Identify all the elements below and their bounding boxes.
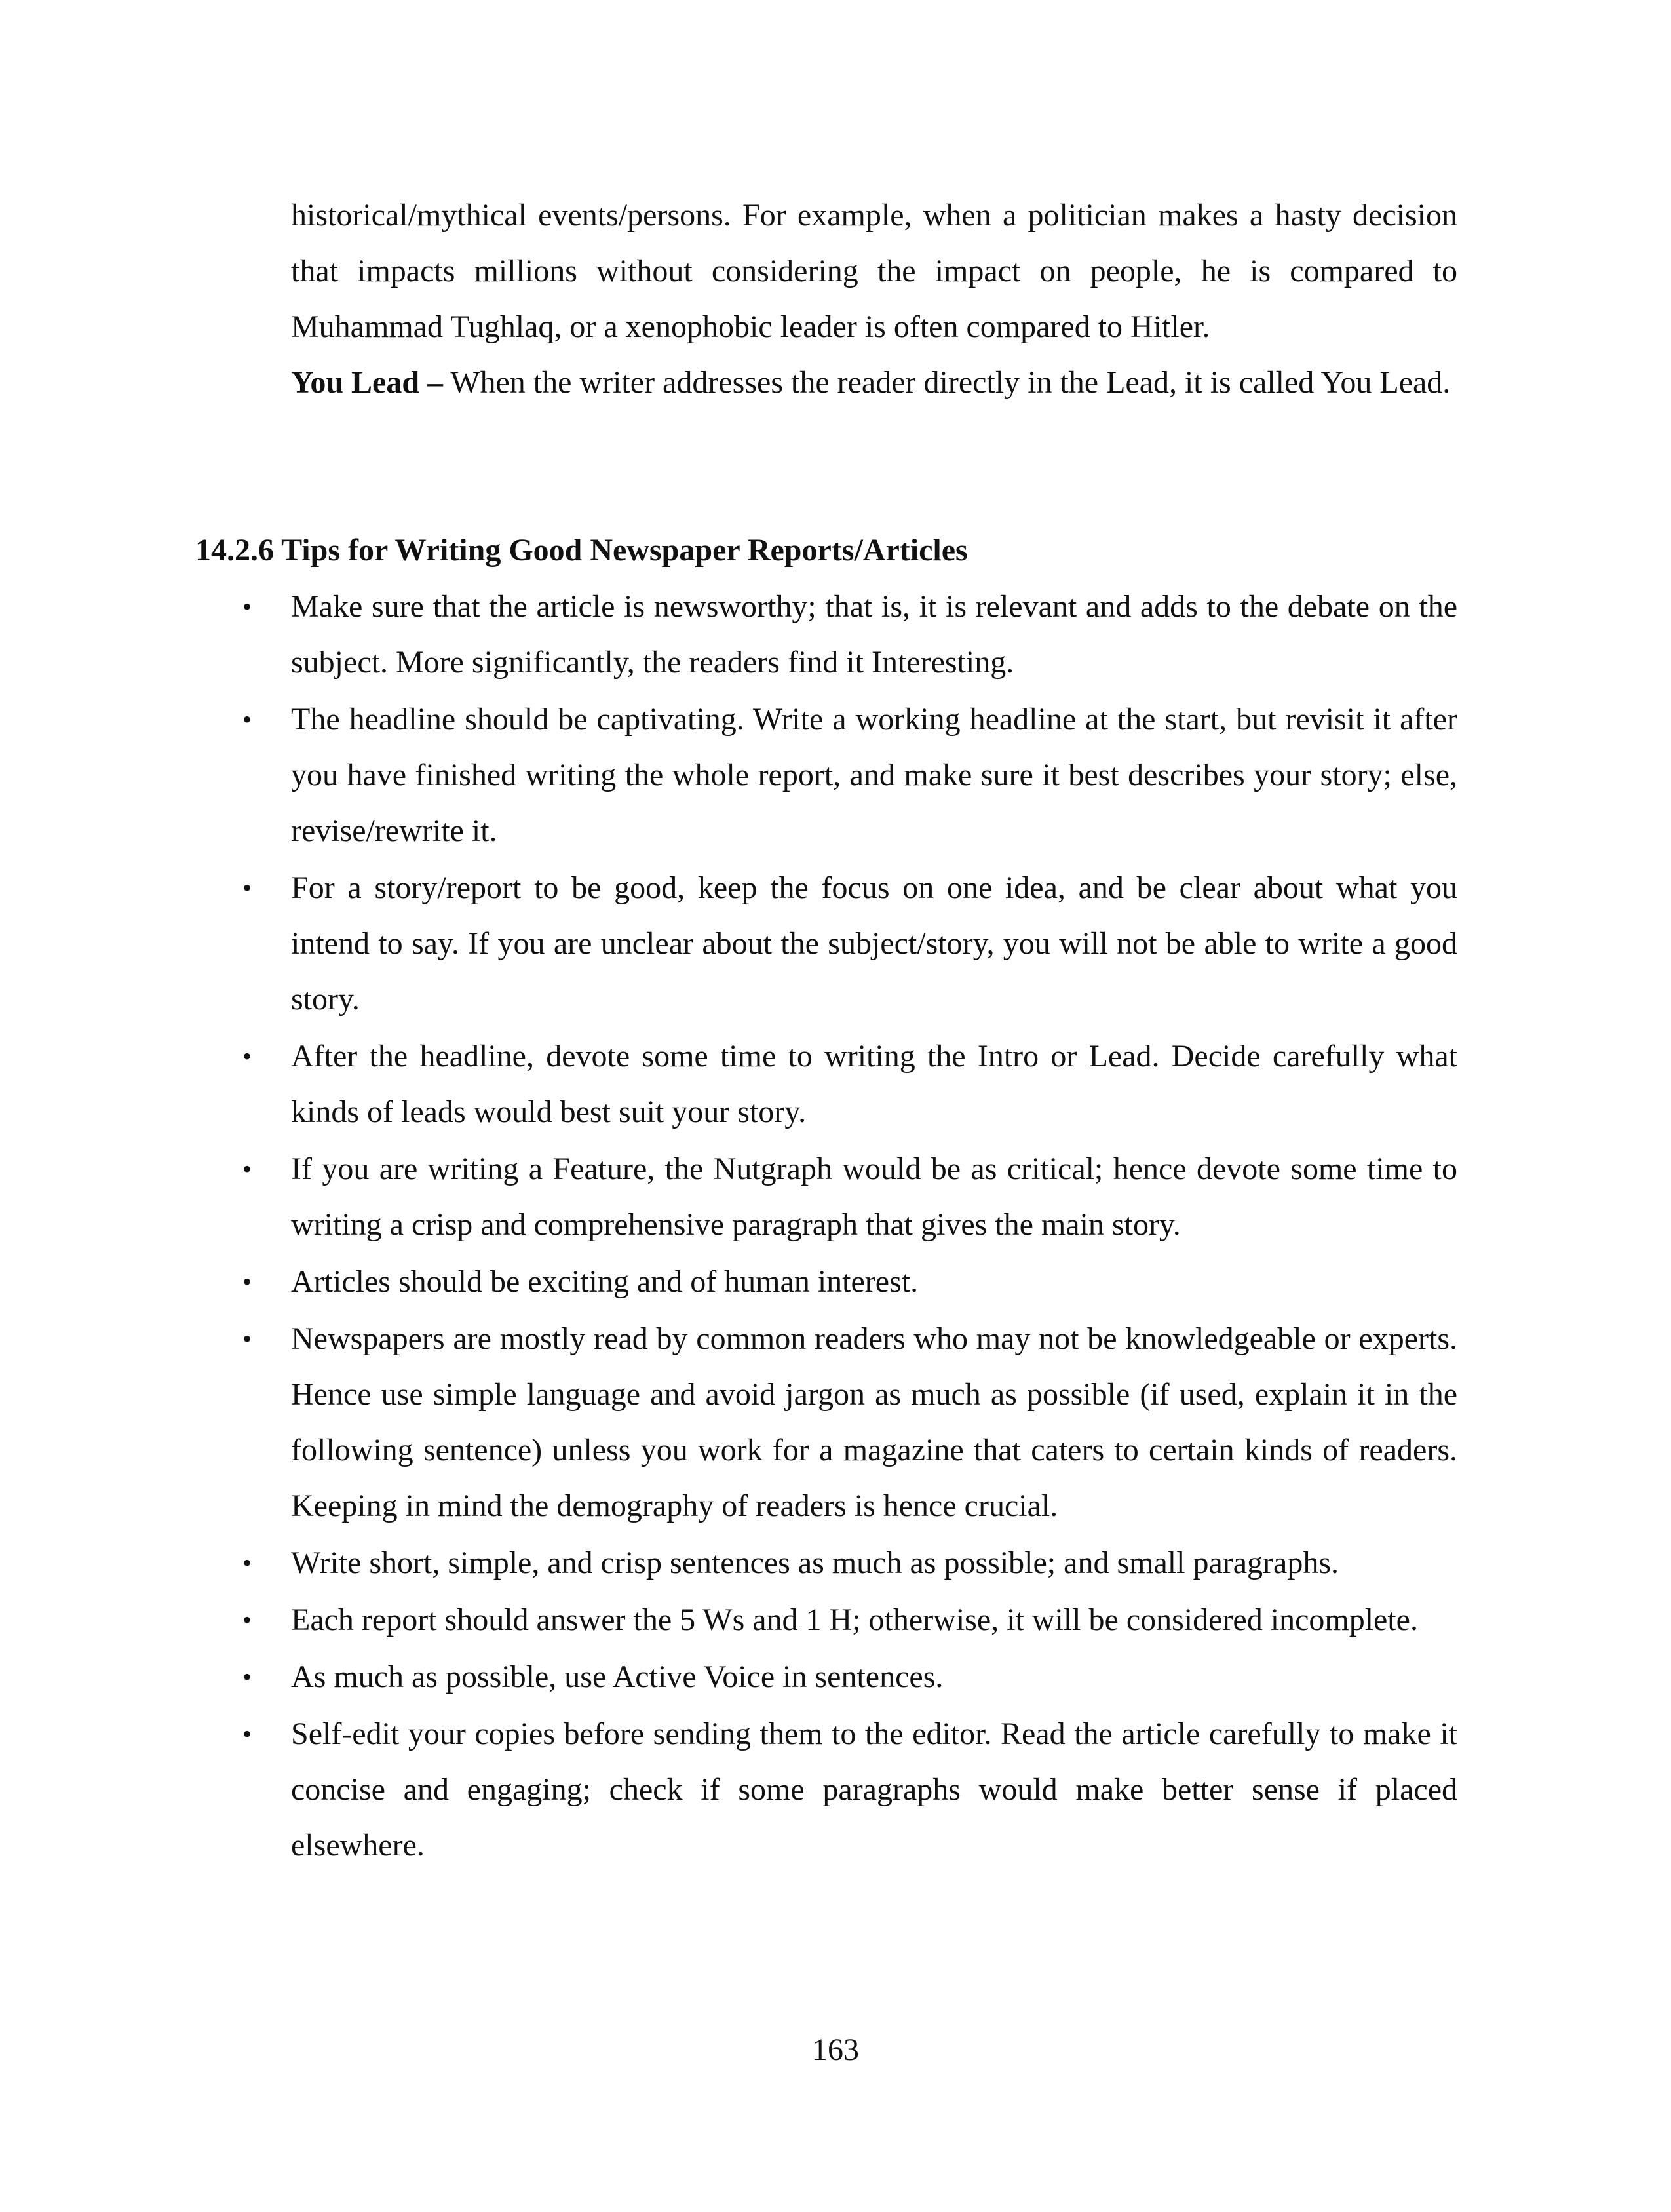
bullet-icon: • bbox=[242, 1041, 252, 1071]
tip-text: Each report should answer the 5 Ws and 1 H; otherwise, it will be considered incomplete. bbox=[291, 1602, 1418, 1637]
bullet-icon: • bbox=[242, 1719, 252, 1749]
list-item bbox=[242, 1592, 1457, 1648]
bullet-icon: • bbox=[242, 1548, 252, 1578]
tip-text: Newspapers are mostly read by common readers who may not be knowledgeable or experts. Hence use simple language and avoid jargon as much as possible (if used, explain it in the following sentence) unless you work for a magazine that caters to certain kinds of readers. Keeping in mind the demography of readers is hence crucial. bbox=[291, 1321, 1457, 1523]
list-item bbox=[242, 1141, 1457, 1252]
you-lead-paragraph bbox=[291, 355, 1457, 410]
intro-paragraph: historical/mythical events/persons. For example, when a politician makes a hasty decision that impacts millions without considering the impact on people, he is compared to Muhammad Tughlaq, or a xenophobic leader is often compared to Hitler. bbox=[291, 198, 1457, 344]
list-item bbox=[242, 1028, 1457, 1140]
tip-text: For a story/report to be good, keep the focus on one idea, and be clear about what you intend to say. If you are unclear about the subject/story, you will not be able to write a good story. bbox=[291, 870, 1457, 1017]
tip-text: Make sure that the article is newsworthy; that is, it is relevant and adds to the debate on the subject. More significantly, the readers find it Interesting. bbox=[291, 589, 1457, 680]
tip-text: If you are writing a Feature, the Nutgraph would be as critical; hence devote some time to writing a crisp and comprehensive paragraph that gives the main story. bbox=[291, 1152, 1457, 1242]
bullet-icon: • bbox=[242, 1662, 252, 1692]
bullet-icon: • bbox=[242, 592, 252, 621]
tips-list bbox=[242, 579, 1457, 1874]
list-item bbox=[242, 1649, 1457, 1705]
section-heading: 14.2.6 Tips for Writing Good Newspaper Reports/Articles bbox=[195, 533, 968, 568]
tip-text: Self-edit your copies before sending them to the editor. Read the article carefully to make it concise and engaging; check if some paragraphs would make better sense if placed elsewhere. bbox=[291, 1717, 1457, 1863]
tip-text: Articles should be exciting and of human interest. bbox=[291, 1264, 919, 1299]
tip-text: As much as possible, use Active Voice in sentences. bbox=[291, 1659, 944, 1694]
list-item bbox=[242, 1254, 1457, 1310]
bullet-icon: • bbox=[242, 1267, 252, 1296]
bullet-icon: • bbox=[242, 1324, 252, 1353]
tip-text: The headline should be captivating. Write a working headline at the start, but revisit it after you have finished writing the whole report, and make sure it best describes your story; else, revise/rewrite it. bbox=[291, 702, 1457, 848]
list-item bbox=[242, 1311, 1457, 1534]
you-lead-definition: When the writer addresses the reader directly in the Lead, it is called You Lead. bbox=[443, 365, 1451, 400]
list-item bbox=[242, 1535, 1457, 1591]
tip-text: After the headline, devote some time to writing the Intro or Lead. Decide carefully what kinds of leads would best suit your story. bbox=[291, 1039, 1457, 1129]
bullet-icon: • bbox=[242, 1605, 252, 1635]
page-number: 163 bbox=[812, 2032, 859, 2067]
bullet-icon: • bbox=[242, 705, 252, 734]
you-lead-term: You Lead – bbox=[291, 365, 444, 400]
list-item bbox=[242, 691, 1457, 859]
bullet-icon: • bbox=[242, 873, 252, 902]
list-item bbox=[242, 860, 1457, 1027]
tip-text: Write short, simple, and crisp sentences as much as possible; and small paragraphs. bbox=[291, 1545, 1339, 1580]
bullet-icon: • bbox=[242, 1154, 252, 1184]
list-item bbox=[242, 579, 1457, 690]
list-item bbox=[242, 1706, 1457, 1873]
